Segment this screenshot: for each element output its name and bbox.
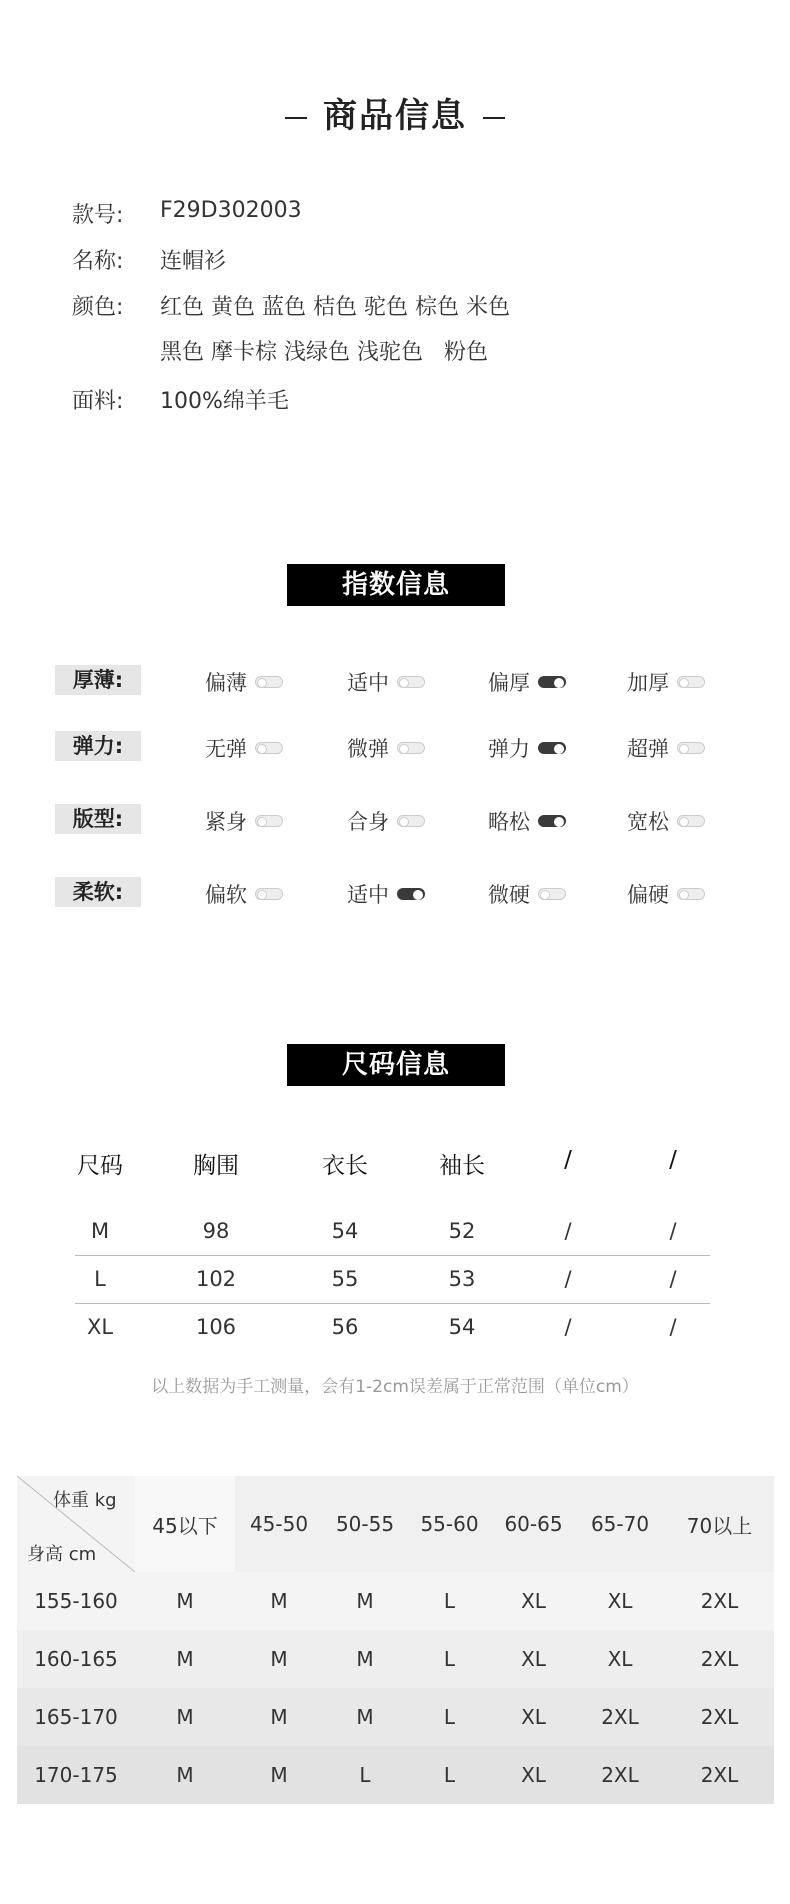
info-label-name: 名称: bbox=[72, 249, 124, 274]
size-cell: 53 bbox=[448, 1267, 476, 1291]
size-recommendation-cell: L bbox=[443, 1705, 456, 1729]
weight-column-header: 70以上 bbox=[686, 1513, 753, 1538]
index-option bbox=[205, 667, 283, 697]
size-cell: 54 bbox=[331, 1219, 359, 1243]
weight-table-row bbox=[17, 1746, 774, 1804]
height-range-cell: 170-175 bbox=[34, 1763, 118, 1787]
index-option-label: 弹力 bbox=[488, 737, 530, 761]
size-cell: XL bbox=[86, 1315, 114, 1339]
size-column-header: 袖长 bbox=[439, 1153, 485, 1179]
index-option bbox=[488, 806, 566, 836]
toggle-off-icon bbox=[397, 815, 425, 827]
info-label-fabric: 面料: bbox=[72, 389, 124, 414]
product-info-title bbox=[0, 88, 790, 137]
index-option-label: 偏软 bbox=[205, 883, 247, 907]
size-cell: / bbox=[564, 1315, 572, 1339]
weight-table-row bbox=[17, 1688, 774, 1746]
weight-column-header: 60-65 bbox=[504, 1512, 563, 1536]
corner-weight-label: 体重 kg bbox=[53, 1490, 117, 1511]
index-option bbox=[488, 733, 566, 763]
size-recommendation-cell: 2XL bbox=[601, 1763, 639, 1787]
size-recommendation-cell: 2XL bbox=[700, 1705, 739, 1729]
size-cell: 55 bbox=[331, 1267, 359, 1291]
weight-table-row bbox=[17, 1572, 774, 1630]
size-recommendation-cell: 2XL bbox=[700, 1763, 739, 1787]
size-recommendation-cell: XL bbox=[521, 1763, 546, 1787]
index-label: 弹力: bbox=[55, 731, 141, 761]
size-cell: 102 bbox=[195, 1267, 237, 1291]
toggle-off-icon bbox=[677, 815, 705, 827]
index-option-label: 微硬 bbox=[488, 883, 530, 907]
toggle-off-icon bbox=[255, 742, 283, 754]
info-label-style-no: 款号: bbox=[72, 203, 124, 228]
index-option bbox=[347, 879, 425, 909]
weight-column-header: 50-55 bbox=[335, 1512, 395, 1536]
size-recommendation-cell: M bbox=[356, 1589, 374, 1613]
size-recommendation-cell: 2XL bbox=[601, 1705, 639, 1729]
size-recommendation-cell: L bbox=[359, 1763, 371, 1787]
index-option-label: 偏薄 bbox=[205, 671, 247, 695]
product-info-title-text: 商品信息 bbox=[323, 96, 467, 136]
index-option-label: 合身 bbox=[347, 810, 389, 834]
index-option-label: 超弹 bbox=[627, 737, 669, 761]
size-recommendation-cell: XL bbox=[607, 1589, 633, 1613]
info-value-name: 连帽衫 bbox=[160, 249, 227, 274]
size-column-header: / bbox=[564, 1147, 572, 1173]
size-recommendation-cell: M bbox=[270, 1589, 288, 1613]
size-recommendation-cell: L bbox=[443, 1589, 456, 1613]
index-option-label: 微弹 bbox=[347, 737, 389, 761]
title-dash-left bbox=[285, 117, 307, 119]
info-value-color-line2: 黑色 摩卡棕 浅绿色 浅驼色 粉色 bbox=[160, 340, 488, 365]
size-recommendation-cell: XL bbox=[521, 1647, 546, 1671]
index-info-header: 指数信息 bbox=[287, 564, 505, 606]
index-option-label: 略松 bbox=[488, 810, 530, 834]
info-value-style-no: F29D302003 bbox=[160, 198, 302, 223]
toggle-off-icon bbox=[255, 815, 283, 827]
size-recommendation-cell: M bbox=[176, 1763, 194, 1787]
size-cell: / bbox=[564, 1219, 572, 1243]
size-recommendation-cell: M bbox=[270, 1647, 288, 1671]
size-recommendation-cell: M bbox=[176, 1589, 194, 1613]
toggle-off-icon bbox=[255, 676, 283, 688]
index-option-label: 紧身 bbox=[205, 810, 247, 834]
size-cell: / bbox=[669, 1219, 677, 1243]
height-range-cell: 155-160 bbox=[34, 1589, 118, 1613]
index-option bbox=[205, 806, 283, 836]
index-option bbox=[627, 733, 705, 763]
index-option bbox=[627, 667, 705, 697]
index-label: 版型: bbox=[55, 804, 141, 834]
index-label: 厚薄: bbox=[55, 665, 141, 695]
size-recommendation-cell: L bbox=[443, 1763, 456, 1787]
index-option-label: 适中 bbox=[347, 671, 389, 695]
toggle-off-icon bbox=[677, 676, 705, 688]
toggle-on-icon bbox=[538, 742, 566, 754]
toggle-on-icon bbox=[538, 815, 566, 827]
size-recommendation-cell: M bbox=[356, 1705, 374, 1729]
title-dash-right bbox=[483, 117, 505, 119]
index-label: 柔软: bbox=[55, 877, 141, 907]
size-recommendation-cell: M bbox=[176, 1647, 194, 1671]
index-option-label: 适中 bbox=[347, 883, 389, 907]
size-recommendation-cell: M bbox=[270, 1763, 288, 1787]
size-cell: / bbox=[564, 1267, 572, 1291]
weight-column-header: 55-60 bbox=[420, 1512, 479, 1536]
index-option bbox=[627, 879, 705, 909]
toggle-off-icon bbox=[397, 742, 425, 754]
index-option bbox=[488, 879, 566, 909]
index-option bbox=[347, 667, 425, 697]
size-row-divider bbox=[75, 1303, 710, 1304]
size-cell: 56 bbox=[331, 1315, 359, 1339]
size-column-header: 衣长 bbox=[322, 1153, 368, 1179]
size-recommendation-cell: 2XL bbox=[700, 1589, 739, 1613]
index-option-label: 加厚 bbox=[627, 671, 669, 695]
size-cell: / bbox=[669, 1267, 677, 1291]
size-column-header: / bbox=[669, 1147, 677, 1173]
size-recommendation-cell: L bbox=[443, 1647, 456, 1671]
size-cell: / bbox=[669, 1315, 677, 1339]
size-column-header: 尺码 bbox=[77, 1153, 123, 1179]
toggle-off-icon bbox=[677, 742, 705, 754]
index-option bbox=[205, 879, 283, 909]
size-recommendation-cell: M bbox=[356, 1647, 374, 1671]
toggle-off-icon bbox=[677, 888, 705, 900]
weight-table-header-row bbox=[17, 1476, 774, 1572]
size-cell: 106 bbox=[195, 1315, 237, 1339]
info-value-fabric: 100%绵羊毛 bbox=[160, 389, 289, 414]
weight-table-row bbox=[17, 1630, 774, 1688]
index-option bbox=[347, 806, 425, 836]
size-recommendation-cell: XL bbox=[521, 1589, 546, 1613]
toggle-on-icon bbox=[538, 676, 566, 688]
toggle-off-icon bbox=[397, 676, 425, 688]
size-row-divider bbox=[75, 1255, 710, 1256]
index-option-label: 偏硬 bbox=[627, 883, 669, 907]
size-recommendation-cell: 2XL bbox=[700, 1647, 739, 1671]
size-recommendation-cell: M bbox=[270, 1705, 288, 1729]
measurement-note: 以上数据为手工测量，会有1-2cm误差属于正常范围（单位cm） bbox=[151, 1377, 639, 1397]
info-label-color: 颜色: bbox=[72, 295, 124, 320]
size-recommendation-cell: M bbox=[176, 1705, 194, 1729]
toggle-off-icon bbox=[538, 888, 566, 900]
size-cell: M bbox=[90, 1219, 110, 1243]
index-option-label: 宽松 bbox=[627, 810, 669, 834]
size-cell: 54 bbox=[448, 1315, 476, 1339]
size-cell: 98 bbox=[202, 1219, 230, 1243]
size-cell: L bbox=[94, 1267, 106, 1291]
weight-column-header: 45-50 bbox=[249, 1512, 309, 1536]
size-cell: 52 bbox=[448, 1219, 476, 1243]
height-range-cell: 160-165 bbox=[34, 1647, 118, 1671]
info-value-color: 红色 黄色 蓝色 桔色 驼色 棕色 米色 bbox=[160, 295, 510, 320]
weight-column-header: 45以下 bbox=[135, 1476, 235, 1572]
height-range-cell: 165-170 bbox=[34, 1705, 118, 1729]
size-recommendation-cell: XL bbox=[521, 1705, 546, 1729]
toggle-on-icon bbox=[397, 888, 425, 900]
size-info-header: 尺码信息 bbox=[287, 1044, 505, 1086]
weight-height-corner bbox=[17, 1476, 135, 1572]
index-option bbox=[347, 733, 425, 763]
corner-height-label: 身高 cm bbox=[27, 1544, 97, 1565]
size-column-header: 胸围 bbox=[193, 1153, 239, 1179]
index-option bbox=[205, 733, 283, 763]
index-option bbox=[627, 806, 705, 836]
size-recommendation-cell: XL bbox=[607, 1647, 633, 1671]
toggle-off-icon bbox=[255, 888, 283, 900]
index-option-label: 偏厚 bbox=[488, 671, 530, 695]
index-option bbox=[488, 667, 566, 697]
index-option-label: 无弹 bbox=[205, 737, 247, 761]
weight-column-header: 65-70 bbox=[590, 1512, 650, 1536]
